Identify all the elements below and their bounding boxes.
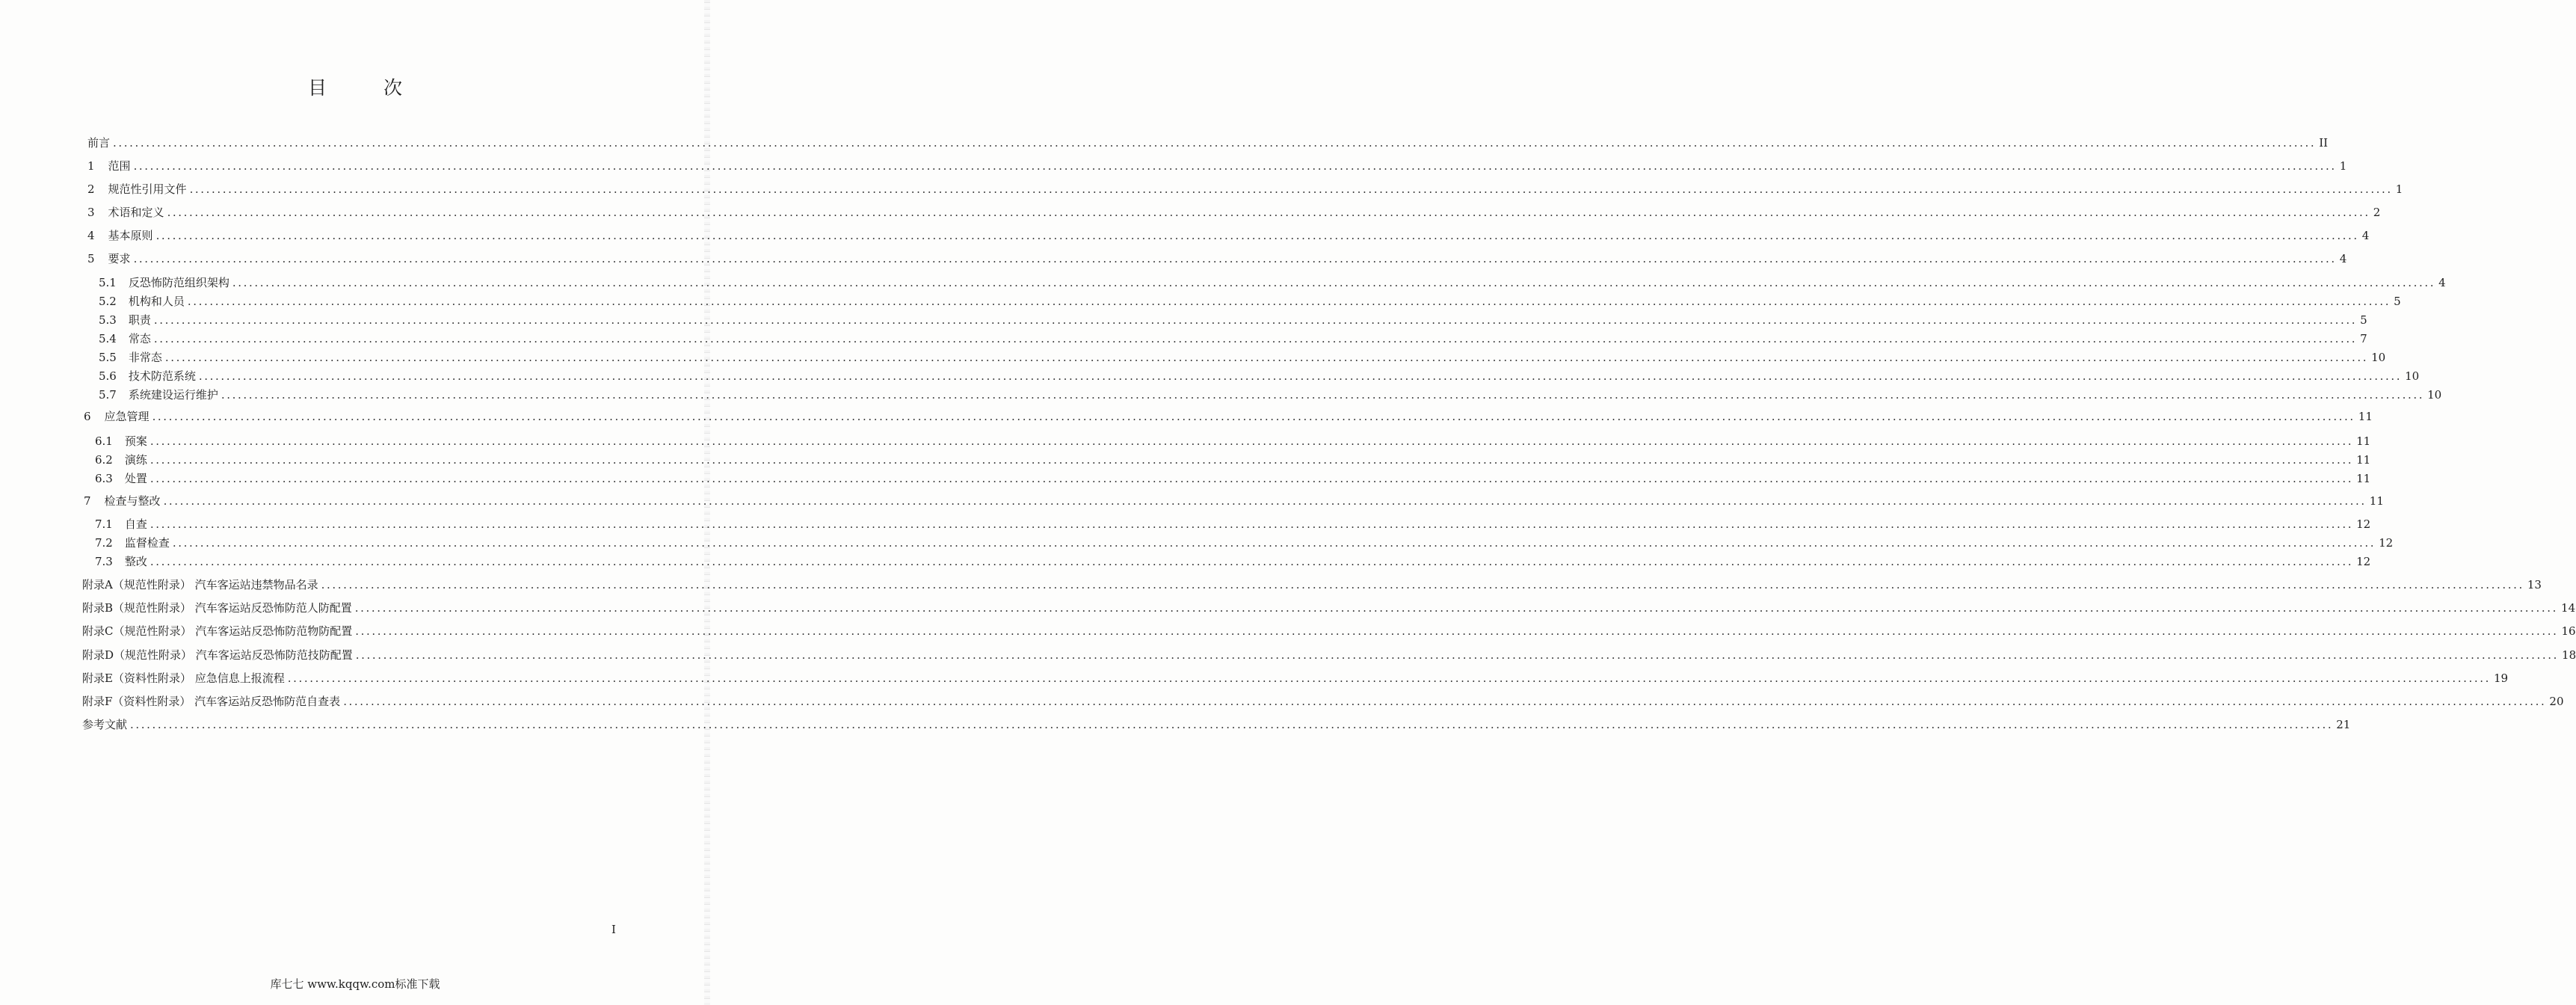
toc-entry bbox=[95, 535, 2394, 550]
toc-entry bbox=[95, 471, 2371, 486]
toc-entry-label: 应急管理 bbox=[104, 410, 150, 423]
toc-entry-page: 1 bbox=[2339, 159, 2347, 173]
toc-entry bbox=[95, 554, 2371, 569]
toc-leader-dots: ................................................................................................................................................................................................................................................................................................................................................................................................................ bbox=[232, 276, 2436, 289]
toc-entry-number: 5.7 bbox=[99, 388, 117, 402]
toc-entry bbox=[95, 517, 2371, 532]
toc-entry bbox=[99, 369, 2420, 384]
toc-entry-number: 1 bbox=[87, 159, 95, 173]
toc-leader-dots: ................................................................................................................................................................................................................................................................................................................................................................................................................ bbox=[167, 206, 2370, 219]
toc-entry-label: 术语和定义 bbox=[108, 206, 164, 219]
toc-leader-dots: ................................................................................................................................................................................................................................................................................................................................................................................................................ bbox=[321, 578, 2524, 591]
toc-entry-number: 5.5 bbox=[99, 351, 117, 364]
toc-entry-number: 5.2 bbox=[99, 295, 117, 308]
toc-entry-label: 非常态 bbox=[128, 351, 162, 364]
toc-leader-dots: ................................................................................................................................................................................................................................................................................................................................................................................................................ bbox=[198, 369, 2403, 383]
toc-leader-dots: ................................................................................................................................................................................................................................................................................................................................................................................................................ bbox=[133, 159, 2337, 173]
toc-entry-page: 11 bbox=[2356, 434, 2371, 448]
toc-entry-page: 5 bbox=[2360, 313, 2367, 327]
toc-entry-page: 12 bbox=[2356, 517, 2371, 531]
toc-entry-label: 处置 bbox=[124, 472, 147, 485]
toc-entry-label: 要求 bbox=[108, 252, 131, 265]
toc-entry-label: 系统建设运行维护 bbox=[128, 388, 218, 402]
toc-leader-dots: ................................................................................................................................................................................................................................................................................................................................................................................................................ bbox=[355, 648, 2560, 662]
page-number: I bbox=[611, 923, 616, 936]
toc-entry-page: 12 bbox=[2379, 536, 2394, 550]
toc-entry bbox=[82, 694, 2564, 709]
toc-entry-label: 预案 bbox=[124, 434, 147, 448]
toc-entry-page: 5 bbox=[2394, 295, 2401, 308]
toc-entry-page: 11 bbox=[2369, 494, 2384, 508]
toc-entry-page: 4 bbox=[2361, 229, 2370, 242]
toc-entry bbox=[87, 205, 2381, 220]
toc-entry bbox=[99, 387, 2442, 402]
toc-entry bbox=[95, 452, 2371, 467]
toc-leader-dots: ................................................................................................................................................................................................................................................................................................................................................................................................................ bbox=[155, 229, 2359, 242]
toc-entry-label: 职责 bbox=[128, 313, 151, 327]
toc-entry-page: 10 bbox=[2405, 369, 2420, 383]
toc-entry-label: 检查与整改 bbox=[104, 494, 161, 508]
toc-entry-number: 7.1 bbox=[95, 517, 113, 531]
toc-entry bbox=[82, 600, 2576, 615]
toc-leader-dots: ................................................................................................................................................................................................................................................................................................................................................................................................................ bbox=[150, 472, 2354, 485]
toc-entry-page: 2 bbox=[2373, 206, 2381, 219]
toc-entry-number: 5.6 bbox=[99, 369, 117, 383]
toc-entry-number: 2 bbox=[87, 182, 95, 196]
footer-watermark: 库七七 www.kqqw.com标准下载 bbox=[270, 977, 440, 991]
toc-entry-number: 5.3 bbox=[99, 313, 117, 327]
toc-entry-page: 11 bbox=[2356, 472, 2371, 485]
toc-entry-number: 7.2 bbox=[95, 536, 113, 550]
toc-entry-page: 11 bbox=[2358, 410, 2373, 423]
toc-entry-page: 12 bbox=[2356, 555, 2371, 568]
toc-entry-label: 附录C（规范性附录） 汽车客运站反恐怖防范物防配置 bbox=[82, 624, 353, 638]
toc-entry-number: 5.1 bbox=[99, 276, 117, 289]
toc-entry-label: 反恐怖防范组织架构 bbox=[128, 276, 229, 289]
toc-entry-label: 附录B（规范性附录） 汽车客运站反恐怖防范人防配置 bbox=[82, 601, 352, 615]
toc-entry bbox=[82, 671, 2509, 686]
toc-leader-dots: ................................................................................................................................................................................................................................................................................................................................................................................................................ bbox=[187, 295, 2391, 308]
toc-leader-dots: ................................................................................................................................................................................................................................................................................................................................................................................................................ bbox=[355, 624, 2559, 638]
toc-entry-page: 10 bbox=[2427, 388, 2442, 402]
toc-entry bbox=[87, 251, 2347, 266]
toc-leader-dots: ................................................................................................................................................................................................................................................................................................................................................................................................................ bbox=[164, 351, 2369, 364]
toc-entry-label: 监督检查 bbox=[124, 536, 170, 550]
toc-entry-number: 6 bbox=[84, 410, 91, 423]
toc-entry bbox=[87, 135, 2329, 150]
toc-entry-label: 基本原则 bbox=[108, 229, 153, 242]
toc-entry-page: 13 bbox=[2527, 578, 2542, 591]
toc-entry-page: 16 bbox=[2561, 624, 2576, 638]
toc-entry-label: 演练 bbox=[124, 453, 147, 467]
toc-entry-number: 7.3 bbox=[95, 555, 113, 568]
toc-leader-dots: ................................................................................................................................................................................................................................................................................................................................................................................................................ bbox=[172, 536, 2376, 550]
toc-leader-dots: ................................................................................................................................................................................................................................................................................................................................................................................................................ bbox=[113, 136, 2317, 150]
toc-entry-number: 6.3 bbox=[95, 472, 113, 485]
toc-entry-number: 3 bbox=[87, 206, 95, 219]
toc-entry-page: 18 bbox=[2562, 648, 2576, 662]
toc-entry-label: 附录F（资料性附录） 汽车客运站反恐怖防范自查表 bbox=[82, 695, 341, 708]
toc-leader-dots: ................................................................................................................................................................................................................................................................................................................................................................................................................ bbox=[150, 517, 2354, 531]
toc-leader-dots: ................................................................................................................................................................................................................................................................................................................................................................................................................ bbox=[133, 252, 2337, 265]
toc-entry-label: 自查 bbox=[124, 517, 147, 531]
toc-entry bbox=[82, 648, 2576, 663]
page-title: 目 次 bbox=[308, 77, 428, 99]
toc-leader-dots: ................................................................................................................................................................................................................................................................................................................................................................................................................ bbox=[343, 695, 2547, 708]
toc-entry bbox=[82, 577, 2542, 592]
toc-entry bbox=[82, 717, 2351, 732]
toc-entry-label: 整改 bbox=[124, 555, 147, 568]
toc-entry-label: 附录D（规范性附录） 汽车客运站反恐怖防范技防配置 bbox=[82, 648, 353, 662]
toc-entry-page: 11 bbox=[2356, 453, 2371, 467]
toc-entry-label: 技术防范系统 bbox=[128, 369, 196, 383]
toc-leader-dots: ................................................................................................................................................................................................................................................................................................................................................................................................................ bbox=[153, 332, 2358, 345]
toc-leader-dots: ................................................................................................................................................................................................................................................................................................................................................................................................................ bbox=[189, 182, 2393, 196]
toc-leader-dots: ................................................................................................................................................................................................................................................................................................................................................................................................................ bbox=[150, 434, 2354, 448]
toc-entry-number: 5.4 bbox=[99, 332, 117, 345]
toc-entry-page: II bbox=[2319, 136, 2329, 150]
toc-entry bbox=[84, 494, 2384, 508]
toc-leader-dots: ................................................................................................................................................................................................................................................................................................................................................................................................................ bbox=[150, 555, 2354, 568]
toc-entry bbox=[87, 228, 2370, 243]
toc-entry-number: 4 bbox=[87, 229, 95, 242]
toc-entry bbox=[99, 313, 2367, 328]
toc-entry bbox=[99, 331, 2367, 346]
toc-leader-dots: ................................................................................................................................................................................................................................................................................................................................................................................................................ bbox=[287, 671, 2491, 685]
toc-entry-page: 10 bbox=[2371, 351, 2386, 364]
toc-entry-page: 20 bbox=[2549, 695, 2564, 708]
toc-leader-dots: ................................................................................................................................................................................................................................................................................................................................................................................................................ bbox=[163, 494, 2367, 508]
toc-entry-page: 4 bbox=[2438, 276, 2446, 289]
toc-leader-dots: ................................................................................................................................................................................................................................................................................................................................................................................................................ bbox=[153, 313, 2358, 327]
toc-entry bbox=[99, 275, 2446, 290]
toc-entry-label: 规范性引用文件 bbox=[108, 182, 187, 196]
toc-entry-page: 14 bbox=[2561, 601, 2576, 615]
toc-leader-dots: ................................................................................................................................................................................................................................................................................................................................................................................................................ bbox=[221, 388, 2425, 402]
toc-entry-label: 前言 bbox=[87, 136, 111, 150]
toc-leader-dots: ................................................................................................................................................................................................................................................................................................................................................................................................................ bbox=[152, 410, 2355, 423]
toc-entry-number: 6.2 bbox=[95, 453, 113, 467]
toc-entry bbox=[99, 350, 2386, 365]
toc-entry-page: 19 bbox=[2493, 671, 2509, 685]
toc-entry-label: 常态 bbox=[128, 332, 151, 345]
toc-entry-number: 6.1 bbox=[95, 434, 113, 448]
toc-entry-page: 21 bbox=[2336, 718, 2351, 731]
toc-entry-number: 5 bbox=[87, 252, 95, 265]
toc-entry-page: 7 bbox=[2360, 332, 2367, 345]
toc-leader-dots: ................................................................................................................................................................................................................................................................................................................................................................................................................ bbox=[150, 453, 2354, 467]
toc-entry-label: 参考文献 bbox=[82, 718, 128, 731]
toc-entry-page: 1 bbox=[2395, 182, 2403, 196]
toc-entry bbox=[87, 159, 2347, 173]
toc-entry-label: 附录A（规范性附录） 汽车客运站违禁物品名录 bbox=[82, 578, 318, 591]
toc-entry bbox=[84, 409, 2373, 424]
toc-entry bbox=[82, 624, 2576, 639]
toc-entry bbox=[99, 294, 2401, 309]
toc-entry bbox=[95, 434, 2371, 449]
toc-entry-page: 4 bbox=[2339, 252, 2347, 265]
toc-entry-label: 机构和人员 bbox=[128, 295, 185, 308]
toc-entry bbox=[87, 182, 2403, 197]
toc-entry-label: 附录E（资料性附录） 应急信息上报流程 bbox=[82, 671, 285, 685]
toc-leader-dots: ................................................................................................................................................................................................................................................................................................................................................................................................................ bbox=[130, 718, 2334, 731]
toc-entry-label: 范围 bbox=[108, 159, 131, 173]
toc-leader-dots: ................................................................................................................................................................................................................................................................................................................................................................................................................ bbox=[354, 601, 2559, 615]
toc-entry-number: 7 bbox=[84, 494, 91, 508]
